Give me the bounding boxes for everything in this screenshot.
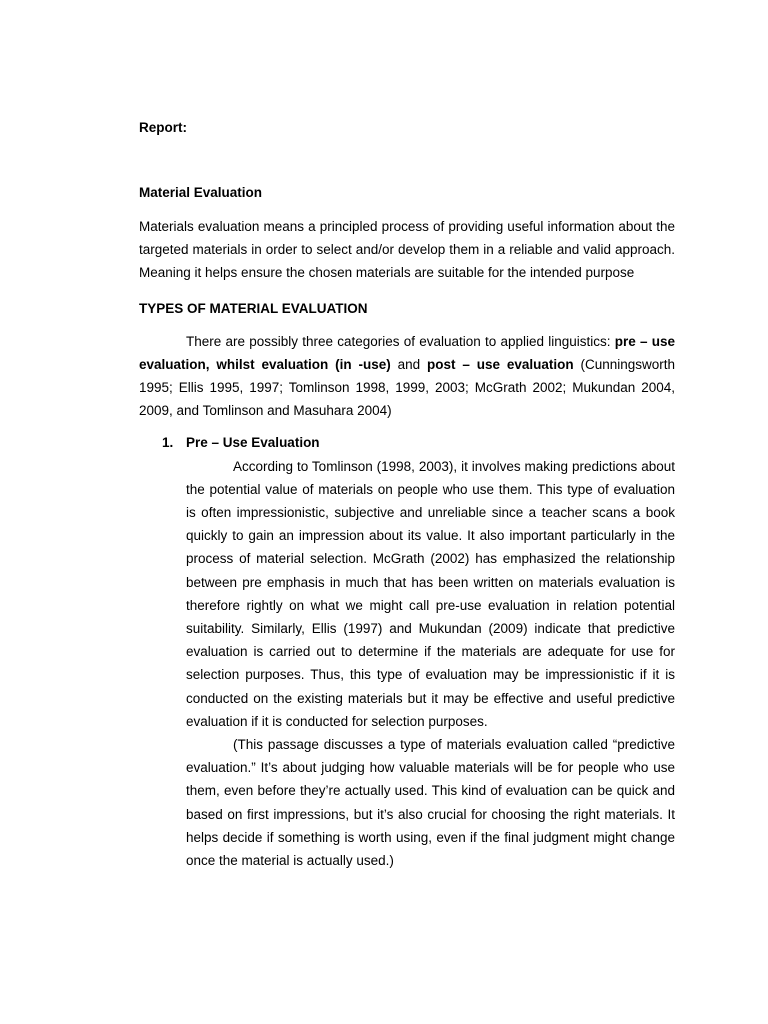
report-label: Report:: [139, 120, 187, 135]
citations-text: (Cunningsworth 1995; Ellis 1995, 1997; Tomlinson 1998, 1999, 2003; McGrath 2002; Mukundan 2004, 2009, and Tomlinson and Masuhara 2004): [139, 356, 676, 419]
list-item-number: 1.: [162, 435, 174, 451]
post-use-evaluation-term: post – use evaluation: [426, 356, 574, 372]
pre-use-evaluation-term: pre – use evaluation, whilst evaluation (in -use): [139, 333, 675, 372]
section-title: Material Evaluation: [139, 185, 263, 200]
list-item-title: Pre – Use Evaluation: [186, 435, 320, 451]
categories-paragraph: [139, 330, 675, 423]
list-item-paragraph: (This passage discusses a type of materials evaluation called “predictive evaluation.” It’s about judging how valuable materials will be for people who use them, even before they’re actually used. This kind of evaluation can be quick and based on first impressions, but it’s also crucial for choosing the right materials. It helps decide if something is worth using, even if the final judgment might change once the material is actually used.): [186, 737, 675, 869]
intro-paragraph: Materials evaluation means a principled process of providing useful information about the targeted materials in order to select and/or develop them in a reliable and valid approach. Meaning it helps ensure the chosen materials are suitable for the intended purpose: [139, 219, 675, 281]
list-item-paragraph: According to Tomlinson (1998, 2003), it involves making predictions about the potential value of materials on people who use them. This type of evaluation is often impressionistic, subjective and unreliable since a teacher scans a book quickly to gain an impression about its value. It also important particularly in the process of material selection. McGrath (2002) has emphasized the relationship between pre emphasis in much that has been written on materials evaluation is therefore rightly on what we might call pre-use evaluation in relation potential suitability. Similarly, Ellis (1997) and Mukundan (2009) indicate that predictive evaluation is carried out to determine if the materials are adequate for use for selection purposes. Thus, this type of evaluation may be impressionistic if it is conducted on the existing materials but it may be effective and useful predictive evaluation if it is conducted for selection purposes.: [186, 458, 675, 729]
list-item: [139, 431, 675, 872]
types-heading: TYPES OF MATERIAL EVALUATION: [139, 300, 368, 316]
categories-intro-text: There are possibly three categories of evaluation to applied linguistics:: [186, 333, 615, 349]
conjunction-text: and: [390, 356, 427, 372]
evaluation-types-list: [139, 431, 675, 872]
document-body: [139, 119, 675, 872]
